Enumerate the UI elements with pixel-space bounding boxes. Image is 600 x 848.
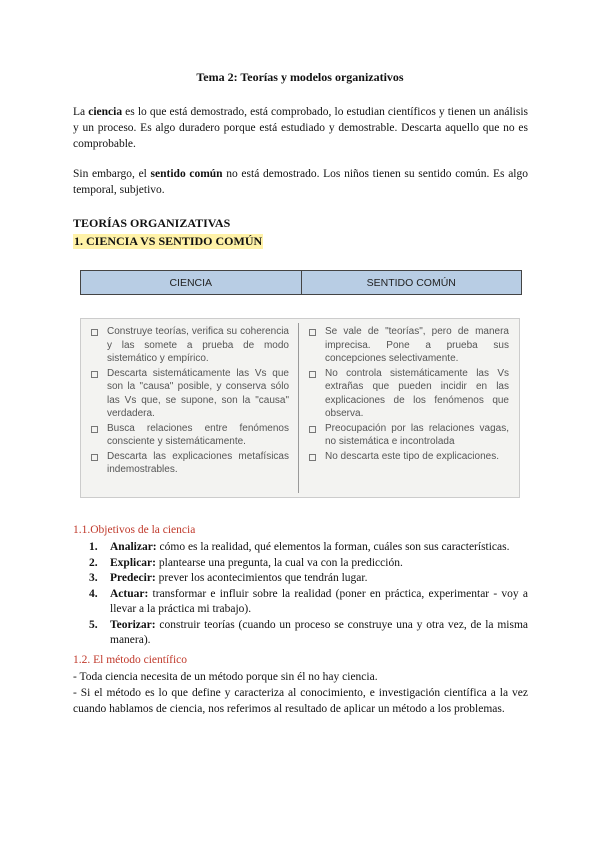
square-bullet-icon bbox=[91, 329, 98, 336]
header-ciencia: CIENCIA bbox=[169, 276, 213, 289]
term-sentido-comun: sentido común bbox=[150, 168, 223, 180]
square-bullet-icon bbox=[309, 454, 316, 461]
list-item: Preocupación por las relaciones vagas, no sistemática e incontrolada bbox=[307, 422, 509, 449]
list-item: 2. Explicar: plantearse una pregunta, la cual va con la predicción. bbox=[89, 556, 403, 569]
list-item: No controla sistemáticamente las Vs extrañas que pueden incidir en las explicaciones de los fenómenos que observa. bbox=[307, 367, 509, 421]
square-bullet-icon bbox=[91, 371, 98, 378]
list-item: 4. Actuar: transformar e influir sobre la realidad (poner en práctica, experimentar - voy a llevar a la práctica mi trabajo). bbox=[89, 587, 528, 615]
sentido-comun-list bbox=[307, 325, 509, 464]
term-ciencia: ciencia bbox=[88, 106, 123, 118]
list-item: Busca relaciones entre fenómenos consciente y sistemáticamente. bbox=[89, 422, 289, 449]
list-item: Construye teorías, verifica su coherencia y las somete a prueba de modo sistemático y empírico. bbox=[89, 325, 289, 366]
intro-paragraph-sentido-comun: Sin embargo, el sentido común no está demostrado. Los niños tienen su sentido común. Es algo temporal, subjetivo. bbox=[73, 168, 528, 196]
column-divider bbox=[298, 323, 299, 493]
square-bullet-icon bbox=[309, 371, 316, 378]
method-line: - Si el método es lo que define y caracteriza al conocimiento, e investigación científica a la vez cuando hablamos de ciencia, nos referimos al resultado de aplicar un método a los problemas. bbox=[73, 687, 528, 715]
comparison-table-header bbox=[80, 270, 522, 295]
objectives-list bbox=[73, 540, 528, 649]
objectives-heading: 1.1.Objetivos de la ciencia bbox=[73, 524, 196, 536]
square-bullet-icon bbox=[91, 454, 98, 461]
section-heading: TEORÍAS ORGANIZATIVAS bbox=[73, 216, 231, 230]
list-item: 5. Teorizar: construir teorías (cuando un proceso se construye una y otra vez, de la misma manera). bbox=[89, 618, 528, 646]
list-item: Descarta sistemáticamente las Vs que son la "causa" posible, y conserva sólo las Vs que, se supone, son la "causa" verdadera. bbox=[89, 367, 289, 421]
ciencia-list bbox=[89, 325, 289, 478]
method-heading: 1.2. El método científico bbox=[73, 654, 188, 666]
list-item: No descarta este tipo de explicaciones. bbox=[307, 450, 509, 464]
document-title: Tema 2: Teorías y modelos organizativos bbox=[196, 70, 404, 84]
intro-paragraph-ciencia: La ciencia es lo que está demostrado, está comprobado, lo estudian científicos y tienen un análisis y un proceso. Es algo duradero porque está estudiado y demostrable. Descarta aquello que no es comprobable. bbox=[73, 106, 528, 150]
list-item: Descarta las explicaciones metafísicas indemostrables. bbox=[89, 450, 289, 477]
subsection-heading-highlighted: 1. CIENCIA VS SENTIDO COMÚN bbox=[74, 234, 263, 248]
list-item: 1. Analizar: cómo es la realidad, qué elementos la forman, cuáles son sus características. bbox=[89, 541, 510, 553]
list-item: Se vale de "teorías", pero de manera imprecisa. Pone a prueba sus concepciones selectivamente. bbox=[307, 325, 509, 366]
method-text bbox=[73, 669, 528, 717]
square-bullet-icon bbox=[309, 329, 316, 336]
square-bullet-icon bbox=[309, 426, 316, 433]
square-bullet-icon bbox=[91, 426, 98, 433]
comparison-image bbox=[80, 318, 520, 498]
method-line: - Toda ciencia necesita de un método porque sin él no hay ciencia. bbox=[73, 671, 378, 683]
header-sentido-comun: SENTIDO COMÚN bbox=[301, 271, 522, 294]
list-item: 3. Predecir: prever los acontecimientos que tendrán lugar. bbox=[89, 572, 368, 584]
